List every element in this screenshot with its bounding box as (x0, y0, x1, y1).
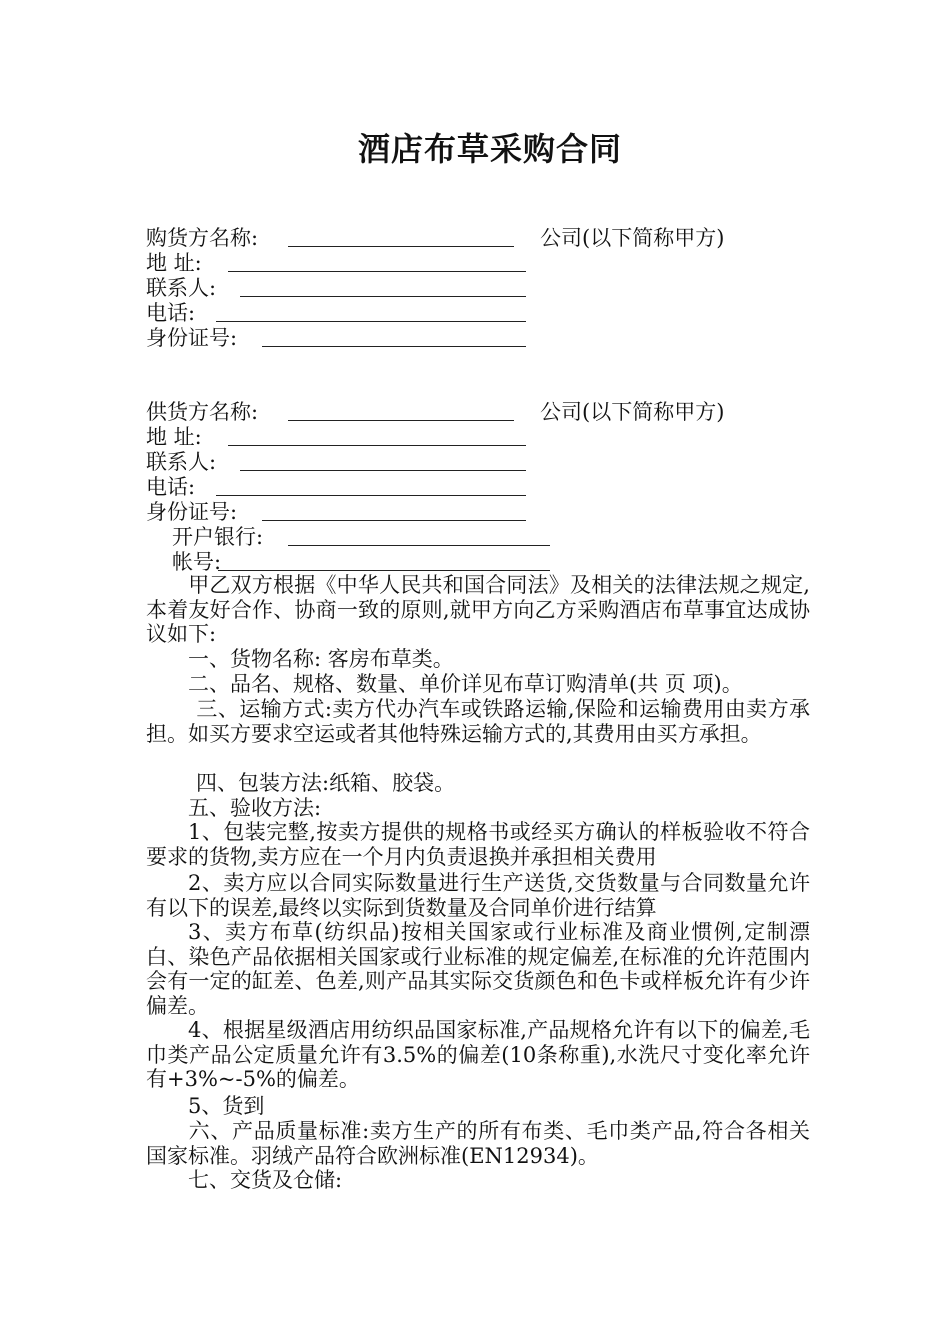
section-5-item-3 (146, 920, 810, 1018)
section-5-item-1-text: 1、包装完整,按卖方提供的规格书或经买方确认的样板验收不符合要求的货物,卖方应在一个月内负责退换并承担相关费用 (146, 820, 810, 869)
buyer-id-label: 身份证号: (146, 326, 238, 350)
supplier-bank-label: 开户银行: (172, 525, 264, 549)
section-6-text: 六、产品质量标准:卖方生产的所有布类、毛巾类产品,符合各相关国家标准。羽绒产品符合欧洲标准(EN12934)。 (146, 1119, 810, 1168)
supplier-phone-label: 电话: (146, 475, 196, 499)
section-1-text: 一、货物名称: 客房布草类。 (188, 647, 454, 671)
section-5-item-4 (146, 1018, 810, 1092)
section-5-item-2 (146, 871, 810, 920)
supplier-contact-label: 联系人: (146, 450, 217, 474)
supplier-name-field[interactable] (288, 400, 514, 421)
buyer-contact-label: 联系人: (146, 276, 217, 300)
section-5-item-5 (146, 1094, 810, 1119)
buyer-address-label: 地 址: (146, 251, 202, 275)
section-4 (146, 771, 810, 796)
buyer-phone-field[interactable] (216, 301, 526, 322)
supplier-id-label: 身份证号: (146, 500, 238, 524)
supplier-address-field[interactable] (228, 425, 526, 446)
section-4-text: 四、包装方法:纸箱、胶袋。 (196, 771, 456, 795)
page-title: 酒店布草采购合同 (357, 130, 622, 168)
buyer-name-label: 购货方名称: (146, 226, 259, 250)
section-6 (146, 1119, 810, 1168)
section-2-text: 二、品名、规格、数量、单价详见布草订购清单(共 页 项)。 (188, 672, 743, 696)
buyer-company-suffix: 公司(以下简称甲方) (540, 226, 725, 250)
buyer-id-field[interactable] (262, 326, 526, 347)
section-5-text: 五、验收方法: (188, 796, 322, 820)
section-3 (146, 697, 810, 746)
intro-text: 甲乙双方根据《中华人民共和国合同法》及相关的法律法规之规定,本着友好合作、协商一致的原则,就甲方向乙方采购酒店布草事宜达成协议如下: (146, 573, 810, 646)
section-5-item-4-text: 4、根据星级酒店用纺织品国家标准,产品规格允许有以下的偏差,毛巾类产品公定质量允许有3.5%的偏差(10条称重),水洗尺寸变化率允许有+3%~-5%的偏差。 (146, 1018, 810, 1091)
buyer-phone-label: 电话: (146, 301, 196, 325)
section-3-text: 三、运输方式:卖方代办汽车或铁路运输,保险和运输费用由卖方承担。如买方要求空运或者其他特殊运输方式的,其费用由买方承担。 (146, 697, 810, 746)
supplier-bank-field[interactable] (288, 525, 550, 546)
section-1 (146, 647, 810, 672)
supplier-name-label: 供货方名称: (146, 400, 259, 424)
supplier-company-suffix: 公司(以下简称甲方) (540, 400, 725, 424)
section-5-item-5-text: 5、货到 (188, 1094, 265, 1118)
supplier-account-label: 帐号: (172, 550, 222, 574)
buyer-contact-field[interactable] (240, 276, 526, 297)
section-7 (146, 1168, 810, 1193)
section-2 (146, 672, 810, 697)
buyer-name-field[interactable] (288, 226, 514, 247)
buyer-address-field[interactable] (228, 251, 526, 272)
supplier-address-label: 地 址: (146, 425, 202, 449)
supplier-phone-field[interactable] (216, 475, 526, 496)
supplier-id-field[interactable] (262, 500, 526, 521)
section-5-item-3-text: 3、卖方布草(纺织品)按相关国家或行业标准及商业惯例,定制漂白、染色产品依据相关国家或行业标准的规定偏差,在标准的允许范围内会有一定的缸差、色差,则产品其实际交货颜色和色卡或样板允许有少许偏差。 (146, 920, 810, 1018)
section-5-item-1 (146, 820, 810, 869)
supplier-account-field[interactable] (218, 550, 550, 571)
intro-paragraph (146, 573, 810, 647)
section-7-text: 七、交货及仓储: (188, 1168, 343, 1192)
section-5 (146, 796, 810, 821)
supplier-contact-field[interactable] (240, 450, 526, 471)
section-5-item-2-text: 2、卖方应以合同实际数量进行生产送货,交货数量与合同数量允许有以下的误差,最终以实际到货数量及合同单价进行结算 (146, 871, 810, 920)
